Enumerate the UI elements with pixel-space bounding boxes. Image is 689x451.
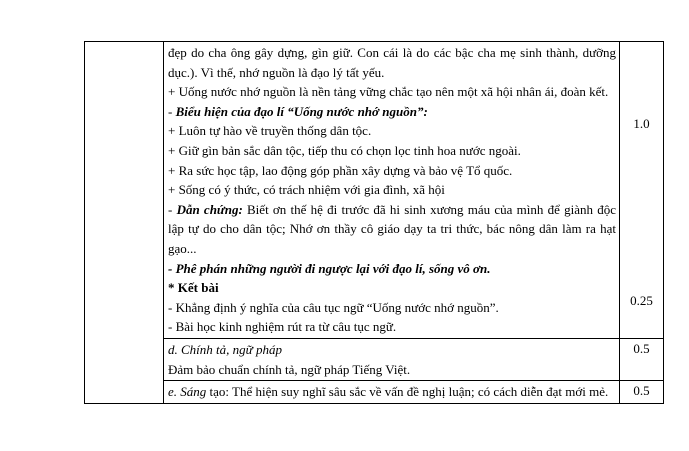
spelling-score: 0.5: [633, 340, 650, 356]
bullet-line: + Luôn tự hào về truyền thống dân tộc.: [168, 123, 372, 139]
bullet-line: + Ra sức học tập, lao động góp phần xây dựng và bảo vệ Tổ quốc.: [168, 162, 513, 178]
score-main: 1.0: [633, 116, 650, 131]
table-row: [85, 42, 664, 339]
score-cell: [620, 381, 664, 404]
table-row: [85, 381, 664, 404]
conclusion-line: - Bài học kinh nghiệm rút ra từ câu tục ngữ.: [168, 319, 397, 335]
main-content-cell: [164, 42, 620, 339]
conclusion-title: * Kết bài: [168, 280, 219, 296]
left-empty-cell: [85, 42, 164, 404]
text-line: đẹp do cha ông gây dựng, gìn giữ. Con cái là do các bậc cha mẹ sinh thành, dưỡng dục.). Vì thế, nhớ nguồn là đạo lý tất yếu.: [168, 45, 616, 80]
score-cell: [620, 42, 664, 339]
bullet-line: + Sống có ý thức, có trách nhiệm với gia đình, xã hội: [168, 182, 445, 198]
spelling-cell: [164, 338, 620, 380]
creative-text: e. Sáng tạo: Thể hiện suy nghĩ sâu sắc về vấn đề nghị luận; có cách diễn đạt mới mẻ.: [168, 384, 609, 400]
conclusion-line: - Khẳng định ý nghĩa của câu tục ngữ “Uống nước nhớ nguồn”.: [168, 299, 499, 315]
spelling-title: d. Chính tả, ngữ pháp: [168, 341, 282, 357]
text-line: + Uống nước nhớ nguồn là nền tảng vững chắc tạo nên một xã hội nhân ái, đoàn kết.: [168, 84, 609, 100]
spelling-text: Đảm bảo chuẩn chính tả, ngữ pháp Tiếng Việt.: [168, 361, 411, 377]
score-conclusion: 0.25: [630, 292, 653, 308]
table-row: [85, 338, 664, 380]
score-cell: [620, 338, 664, 380]
grading-table: [84, 41, 664, 404]
creative-score: 0.5: [633, 383, 650, 399]
evidence-paragraph: - Dẫn chứng: Biết ơn thế hệ đi trước đã hi sinh xương máu của mình để giành độc lập tự do cho dân tộc; Nhớ ơn thầy cô giáo dạy ta tri thức, bác nông dân làm ra hạt gạo...: [168, 201, 616, 256]
bullet-line: + Giữ gìn bản sắc dân tộc, tiếp thu có chọn lọc tinh hoa nước ngoài.: [168, 142, 521, 158]
section-heading: - Biểu hiện của đạo lí “Uống nước nhớ nguồn”:: [168, 103, 428, 119]
critique-line: - Phê phán những người đi ngược lại với đạo lí, sống vô ơn.: [168, 260, 491, 276]
creative-cell: [164, 381, 620, 404]
